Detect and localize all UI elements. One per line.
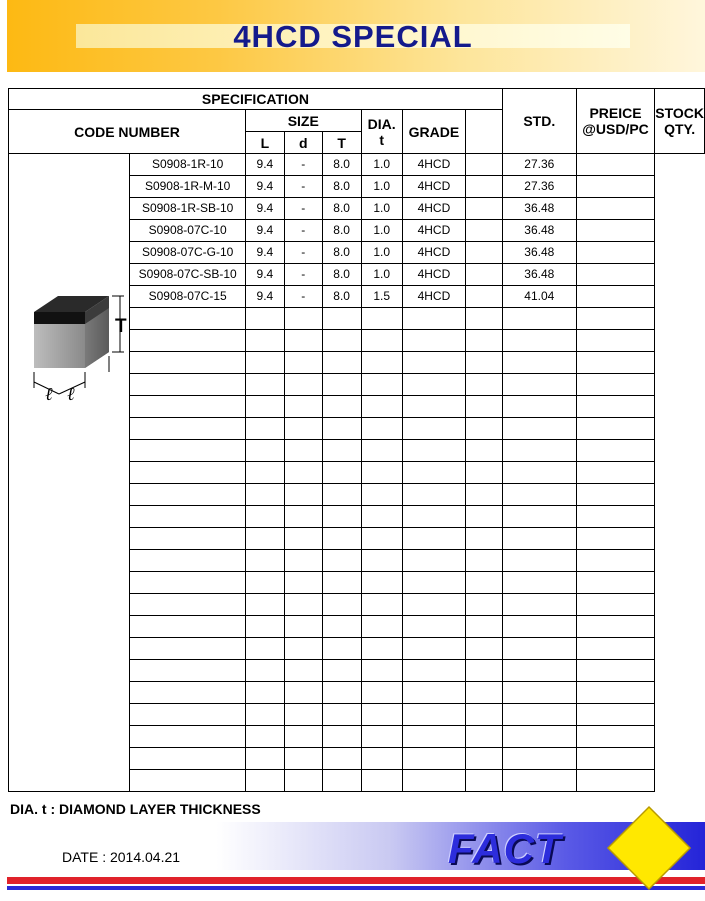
specification-header: SPECIFICATION [9, 89, 503, 110]
price-cell: 36.48 [502, 242, 576, 264]
t-cell [322, 748, 361, 770]
std-cell [466, 330, 503, 352]
std-cell [466, 704, 503, 726]
std-cell [466, 264, 503, 286]
code-cell [130, 418, 246, 440]
std-cell [466, 374, 503, 396]
code-cell: S0908-07C-10 [130, 220, 246, 242]
grade-cell [402, 770, 465, 792]
dia-cell [361, 396, 402, 418]
code-cell: S0908-07C-SB-10 [130, 264, 246, 286]
l-cell [245, 506, 284, 528]
stock-cell [576, 594, 654, 616]
dia-cell: 1.0 [361, 198, 402, 220]
grade-header: GRADE [402, 110, 465, 154]
stock-header: STOCK QTY. [655, 89, 705, 154]
t-cell: 8.0 [322, 176, 361, 198]
footer-blue-line [7, 886, 705, 890]
stock-cell [576, 330, 654, 352]
size-d-header: d [284, 132, 322, 154]
std-cell [466, 726, 503, 748]
price-cell [502, 550, 576, 572]
std-cell [466, 220, 503, 242]
dia-cell [361, 748, 402, 770]
stock-cell [576, 396, 654, 418]
l-cell: 9.4 [245, 176, 284, 198]
stock-cell [576, 770, 654, 792]
price-cell [502, 462, 576, 484]
code-cell: S0908-07C-15 [130, 286, 246, 308]
grade-cell: 4HCD [402, 176, 465, 198]
l-cell [245, 396, 284, 418]
price-cell [502, 440, 576, 462]
t-cell [322, 572, 361, 594]
code-cell [130, 396, 246, 418]
product-image-cell [9, 154, 130, 792]
grade-cell [402, 374, 465, 396]
price-cell [502, 660, 576, 682]
stock-cell [576, 308, 654, 330]
price-cell [502, 616, 576, 638]
t-cell: 8.0 [322, 286, 361, 308]
price-cell [502, 572, 576, 594]
dia-cell [361, 572, 402, 594]
l-cell [245, 352, 284, 374]
d-cell [284, 484, 322, 506]
grade-cell: 4HCD [402, 242, 465, 264]
code-cell: S0908-1R-10 [130, 154, 246, 176]
t-cell [322, 330, 361, 352]
d-cell: - [284, 198, 322, 220]
grade-cell [402, 572, 465, 594]
stock-cell [576, 198, 654, 220]
price-cell: 36.48 [502, 264, 576, 286]
std-cell [466, 594, 503, 616]
d-cell [284, 594, 322, 616]
d-cell: - [284, 286, 322, 308]
stock-cell [576, 154, 654, 176]
t-cell [322, 308, 361, 330]
footnote: DIA. t : DIAMOND LAYER THICKNESS [10, 801, 261, 817]
grade-cell [402, 638, 465, 660]
size-t-header: T [322, 132, 361, 154]
std-cell [466, 550, 503, 572]
code-cell [130, 462, 246, 484]
std-cell [466, 242, 503, 264]
dia-cell: 1.0 [361, 264, 402, 286]
dia-cell [361, 462, 402, 484]
diamond-logo-icon [606, 805, 692, 891]
std-cell [466, 462, 503, 484]
price-cell [502, 528, 576, 550]
stock-cell [576, 550, 654, 572]
d-cell [284, 418, 322, 440]
t-cell [322, 374, 361, 396]
std-cell [466, 572, 503, 594]
stock-cell [576, 572, 654, 594]
spec-table [8, 88, 705, 792]
code-cell [130, 550, 246, 572]
l-cell [245, 484, 284, 506]
dia-cell [361, 726, 402, 748]
std-cell [466, 418, 503, 440]
price-cell: 36.48 [502, 220, 576, 242]
t-cell [322, 440, 361, 462]
code-cell [130, 748, 246, 770]
t-cell [322, 462, 361, 484]
dia-cell: 1.0 [361, 154, 402, 176]
d-cell: - [284, 220, 322, 242]
grade-cell: 4HCD [402, 198, 465, 220]
dia-cell [361, 484, 402, 506]
d-cell [284, 726, 322, 748]
grade-cell [402, 748, 465, 770]
std-cell [466, 176, 503, 198]
t-cell: 8.0 [322, 198, 361, 220]
t-cell [322, 550, 361, 572]
grade-cell [402, 484, 465, 506]
code-cell [130, 660, 246, 682]
price-cell [502, 330, 576, 352]
grade-cell [402, 396, 465, 418]
grade-cell [402, 528, 465, 550]
l-cell: 9.4 [245, 264, 284, 286]
size-l-header: L [245, 132, 284, 154]
t-cell [322, 616, 361, 638]
price-header: PREICE @USD/PC [576, 89, 654, 154]
stock-cell [576, 616, 654, 638]
d-cell [284, 330, 322, 352]
code-cell [130, 770, 246, 792]
code-cell: S0908-1R-SB-10 [130, 198, 246, 220]
stock-cell [576, 528, 654, 550]
l-cell [245, 462, 284, 484]
code-cell [130, 682, 246, 704]
fact-logo: FACT [448, 825, 562, 872]
t-cell [322, 682, 361, 704]
price-cell: 27.36 [502, 154, 576, 176]
code-cell [130, 638, 246, 660]
l-cell [245, 374, 284, 396]
t-cell: 8.0 [322, 220, 361, 242]
t-cell [322, 352, 361, 374]
l-cell [245, 440, 284, 462]
l-cell [245, 748, 284, 770]
dia-cell [361, 616, 402, 638]
std-cell [466, 528, 503, 550]
t-cell [322, 484, 361, 506]
dia-cell [361, 352, 402, 374]
grade-cell: 4HCD [402, 286, 465, 308]
price-cell [502, 594, 576, 616]
grade-cell [402, 682, 465, 704]
std-cell [466, 506, 503, 528]
stock-cell [576, 682, 654, 704]
l-cell [245, 770, 284, 792]
grade-cell [402, 594, 465, 616]
stock-cell [576, 506, 654, 528]
price-cell [502, 418, 576, 440]
t-cell [322, 638, 361, 660]
grade-cell [402, 418, 465, 440]
grade-cell: 4HCD [402, 264, 465, 286]
t-cell [322, 396, 361, 418]
l-cell: 9.4 [245, 286, 284, 308]
footer-red-line [7, 877, 705, 884]
price-cell [502, 682, 576, 704]
table-row [9, 154, 705, 176]
price-cell [502, 352, 576, 374]
l-cell [245, 572, 284, 594]
l-cell [245, 660, 284, 682]
dia-cell [361, 770, 402, 792]
l-label-left: ℓ [45, 384, 53, 404]
grade-cell: 4HCD [402, 154, 465, 176]
d-cell [284, 616, 322, 638]
dia-cell [361, 418, 402, 440]
std-cell [466, 440, 503, 462]
l-label-right: ℓ [67, 384, 75, 404]
l-cell: 9.4 [245, 154, 284, 176]
l-cell [245, 616, 284, 638]
d-cell [284, 704, 322, 726]
price-cell [502, 374, 576, 396]
d-cell [284, 682, 322, 704]
code-cell [130, 528, 246, 550]
grade-cell [402, 462, 465, 484]
page-title: 4HCD SPECIAL [233, 19, 473, 54]
d-cell [284, 506, 322, 528]
code-cell [130, 506, 246, 528]
price-cell: 41.04 [502, 286, 576, 308]
dia-cell [361, 330, 402, 352]
code-cell [130, 616, 246, 638]
price-cell: 36.48 [502, 198, 576, 220]
grade-cell [402, 330, 465, 352]
price-cell [502, 704, 576, 726]
dia-cell [361, 308, 402, 330]
stock-cell [576, 220, 654, 242]
d-cell: - [284, 154, 322, 176]
dia-cell [361, 682, 402, 704]
code-cell [130, 374, 246, 396]
code-cell: S0908-1R-M-10 [130, 176, 246, 198]
d-cell [284, 308, 322, 330]
l-cell [245, 330, 284, 352]
std-cell [466, 198, 503, 220]
size-header: SIZE [245, 110, 361, 132]
t-cell [322, 726, 361, 748]
dia-cell [361, 506, 402, 528]
dia-cell [361, 660, 402, 682]
stock-cell [576, 286, 654, 308]
stock-cell [576, 264, 654, 286]
dia-cell [361, 528, 402, 550]
t-cell [322, 506, 361, 528]
grade-cell [402, 616, 465, 638]
std-cell [466, 616, 503, 638]
t-label: T [115, 316, 127, 337]
std-cell [466, 638, 503, 660]
code-number-header: CODE NUMBER [9, 110, 246, 154]
t-cell [322, 418, 361, 440]
grade-cell [402, 726, 465, 748]
date-label: DATE : 2014.04.21 [62, 849, 181, 865]
code-cell [130, 440, 246, 462]
price-cell [502, 726, 576, 748]
l-cell [245, 528, 284, 550]
l-cell: 9.4 [245, 220, 284, 242]
grade-cell [402, 352, 465, 374]
std-cell [466, 660, 503, 682]
l-cell: 9.4 [245, 198, 284, 220]
std-cell [466, 308, 503, 330]
d-cell [284, 550, 322, 572]
stock-cell [576, 704, 654, 726]
d-cell [284, 462, 322, 484]
stock-cell [576, 726, 654, 748]
d-cell: - [284, 264, 322, 286]
dia-cell [361, 704, 402, 726]
stock-cell [576, 440, 654, 462]
code-cell [130, 594, 246, 616]
dia-cell: 1.0 [361, 176, 402, 198]
stock-cell [576, 462, 654, 484]
title-strip [76, 19, 630, 54]
code-cell [130, 704, 246, 726]
d-cell [284, 748, 322, 770]
d-cell [284, 638, 322, 660]
d-cell [284, 528, 322, 550]
stock-cell [576, 748, 654, 770]
price-cell [502, 748, 576, 770]
stock-cell [576, 484, 654, 506]
std-cell [466, 682, 503, 704]
t-cell: 8.0 [322, 264, 361, 286]
code-cell [130, 572, 246, 594]
code-cell [130, 330, 246, 352]
l-cell [245, 682, 284, 704]
stock-cell [576, 242, 654, 264]
t-cell: 8.0 [322, 154, 361, 176]
t-cell: 8.0 [322, 242, 361, 264]
grade-cell [402, 550, 465, 572]
d-cell [284, 352, 322, 374]
stock-cell [576, 660, 654, 682]
header-banner [7, 0, 705, 72]
l-cell [245, 638, 284, 660]
price-cell [502, 638, 576, 660]
grade-cell [402, 308, 465, 330]
t-cell [322, 594, 361, 616]
t-cell [322, 770, 361, 792]
t-cell [322, 704, 361, 726]
d-cell [284, 660, 322, 682]
std-cell [466, 484, 503, 506]
stock-cell [576, 638, 654, 660]
dia-cell [361, 374, 402, 396]
l-cell [245, 704, 284, 726]
l-cell [245, 726, 284, 748]
d-cell [284, 396, 322, 418]
grade-cell [402, 506, 465, 528]
std-cell [466, 286, 503, 308]
grade-cell [402, 704, 465, 726]
code-cell [130, 484, 246, 506]
d-cell [284, 374, 322, 396]
insert-diagram-icon [9, 284, 147, 414]
dia-cell: 1.0 [361, 220, 402, 242]
d-cell [284, 572, 322, 594]
price-cell [502, 396, 576, 418]
price-cell [502, 484, 576, 506]
dia-cell [361, 594, 402, 616]
grade-cell [402, 660, 465, 682]
l-cell [245, 418, 284, 440]
stock-cell [576, 418, 654, 440]
code-cell [130, 352, 246, 374]
table-body [9, 154, 705, 792]
d-cell: - [284, 242, 322, 264]
grade-cell: 4HCD [402, 220, 465, 242]
price-cell [502, 506, 576, 528]
t-cell [322, 660, 361, 682]
dia-header: DIA. t [361, 110, 402, 154]
std-cell [466, 352, 503, 374]
price-cell [502, 308, 576, 330]
std-cell [466, 396, 503, 418]
dia-cell [361, 440, 402, 462]
dia-cell: 1.0 [361, 242, 402, 264]
t-cell [322, 528, 361, 550]
grade-cell [402, 440, 465, 462]
l-cell [245, 550, 284, 572]
d-cell: - [284, 176, 322, 198]
stock-cell [576, 374, 654, 396]
std-header: STD. [502, 89, 576, 154]
price-cell [502, 770, 576, 792]
dia-cell [361, 638, 402, 660]
code-cell [130, 308, 246, 330]
std-cell [466, 748, 503, 770]
dia-cell [361, 550, 402, 572]
d-cell [284, 440, 322, 462]
l-cell [245, 594, 284, 616]
stock-cell [576, 176, 654, 198]
stock-cell [576, 352, 654, 374]
dia-cell: 1.5 [361, 286, 402, 308]
std-cell [466, 154, 503, 176]
price-cell: 27.36 [502, 176, 576, 198]
code-cell: S0908-07C-G-10 [130, 242, 246, 264]
code-cell [130, 726, 246, 748]
d-cell [284, 770, 322, 792]
std-cell [466, 770, 503, 792]
l-cell: 9.4 [245, 242, 284, 264]
l-cell [245, 308, 284, 330]
